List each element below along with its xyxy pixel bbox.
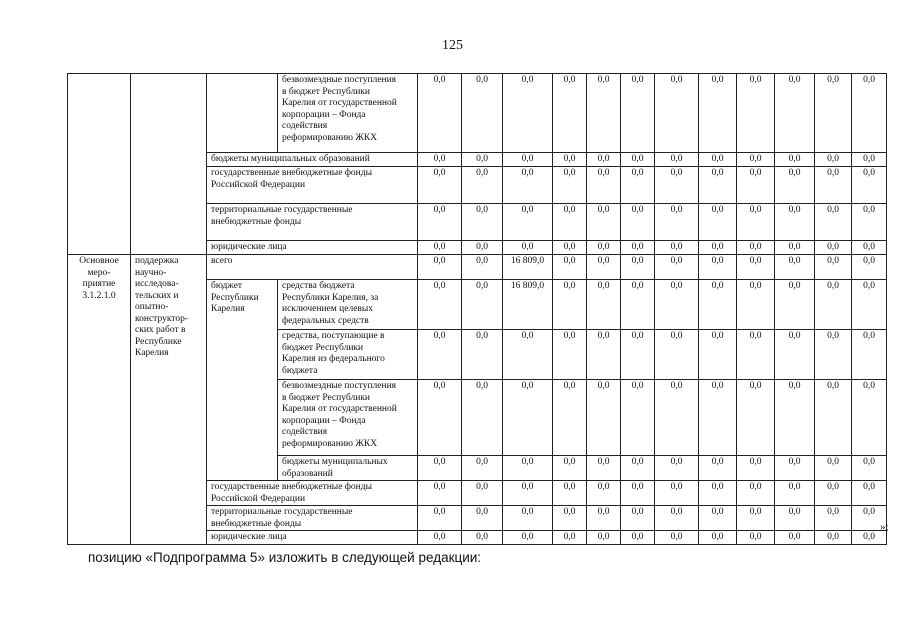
value-cell: 0,0 [462, 456, 503, 481]
value-cell: 0,0 [852, 380, 887, 456]
value-cell: 0,0 [587, 255, 621, 280]
value-cell: 0,0 [737, 280, 775, 330]
value-cell: 0,0 [737, 531, 775, 545]
value-cell: 0,0 [553, 481, 587, 506]
value-cell: 0,0 [418, 241, 462, 255]
table-row [68, 74, 887, 153]
value-cell: 0,0 [655, 167, 699, 204]
source-label: государственные внебюджетные фонды Российской Федерации [207, 481, 418, 506]
value-cell: 0,0 [852, 204, 887, 241]
value-cell: 0,0 [621, 456, 655, 481]
value-cell: 0,0 [587, 330, 621, 380]
value-cell: 0,0 [587, 204, 621, 241]
value-cell: 16 809,0 [503, 255, 553, 280]
source-label: юридические лица [207, 531, 418, 545]
value-cell: 0,0 [699, 380, 737, 456]
value-cell: 0,0 [553, 330, 587, 380]
value-cell: 0,0 [587, 280, 621, 330]
value-cell: 0,0 [655, 380, 699, 456]
value-cell: 0,0 [699, 204, 737, 241]
value-cell: 0,0 [699, 456, 737, 481]
value-cell: 0,0 [418, 506, 462, 531]
value-cell: 0,0 [655, 153, 699, 167]
value-cell: 0,0 [418, 167, 462, 204]
value-cell: 0,0 [553, 506, 587, 531]
value-cell: 0,0 [699, 531, 737, 545]
table-row [68, 255, 887, 280]
value-cell: 0,0 [655, 255, 699, 280]
value-cell: 0,0 [699, 167, 737, 204]
value-cell: 0,0 [699, 74, 737, 153]
closing-quote: »; [880, 521, 889, 533]
value-cell: 0,0 [503, 74, 553, 153]
value-cell: 0,0 [852, 74, 887, 153]
value-cell: 0,0 [775, 380, 815, 456]
value-cell: 0,0 [699, 330, 737, 380]
value-cell: 0,0 [503, 481, 553, 506]
value-cell: 0,0 [775, 506, 815, 531]
source-label: безвозмездные поступления в бюджет Республики Карелия от государственной корпорации – Фонда содействия реформированию ЖКХ [278, 74, 418, 153]
value-cell: 0,0 [462, 204, 503, 241]
value-cell: 0,0 [737, 330, 775, 380]
value-cell: 0,0 [462, 280, 503, 330]
value-cell: 0,0 [553, 241, 587, 255]
value-cell: 0,0 [587, 380, 621, 456]
value-cell: 0,0 [852, 456, 887, 481]
value-cell: 0,0 [775, 167, 815, 204]
source-label: юридические лица [207, 241, 418, 255]
value-cell: 0,0 [815, 74, 852, 153]
value-cell: 0,0 [587, 456, 621, 481]
value-cell: 0,0 [852, 531, 887, 545]
value-cell: 0,0 [621, 380, 655, 456]
value-cell: 0,0 [503, 330, 553, 380]
value-cell: 0,0 [553, 456, 587, 481]
value-cell: 0,0 [775, 280, 815, 330]
value-cell: 0,0 [621, 167, 655, 204]
value-cell: 0,0 [775, 255, 815, 280]
value-cell: 0,0 [621, 330, 655, 380]
value-cell: 0,0 [621, 241, 655, 255]
value-cell: 0,0 [775, 330, 815, 380]
value-cell: 0,0 [775, 153, 815, 167]
value-cell: 0,0 [553, 167, 587, 204]
value-cell: 0,0 [462, 167, 503, 204]
value-cell: 0,0 [503, 531, 553, 545]
value-cell: 0,0 [553, 380, 587, 456]
value-cell: 0,0 [852, 167, 887, 204]
value-cell: 0,0 [587, 531, 621, 545]
value-cell: 0,0 [553, 280, 587, 330]
value-cell: 0,0 [737, 241, 775, 255]
value-cell: 0,0 [418, 280, 462, 330]
source-label: территориальные государственные внебюджетные фонды [207, 204, 418, 241]
value-cell: 0,0 [655, 330, 699, 380]
event-code: Основное меро- приятие 3.1.2.1.0 [68, 255, 131, 545]
value-cell: 0,0 [503, 241, 553, 255]
source-label: средства, поступающие в бюджет Республики Карелия из федерального бюджета [278, 330, 418, 380]
value-cell: 0,0 [553, 255, 587, 280]
value-cell: 0,0 [737, 380, 775, 456]
value-cell: 0,0 [587, 481, 621, 506]
value-cell: 0,0 [699, 506, 737, 531]
value-cell: 0,0 [699, 280, 737, 330]
event-name-cell [131, 74, 207, 255]
value-cell: 0,0 [503, 204, 553, 241]
value-cell: 0,0 [553, 153, 587, 167]
total-label: всего [207, 255, 418, 280]
value-cell: 0,0 [699, 481, 737, 506]
value-cell: 0,0 [621, 280, 655, 330]
value-cell: 0,0 [418, 255, 462, 280]
value-cell: 0,0 [462, 330, 503, 380]
value-cell: 0,0 [815, 330, 852, 380]
source-label: государственные внебюджетные фонды Российской Федерации [207, 167, 418, 204]
budget-table [67, 73, 887, 545]
value-cell: 16 809,0 [503, 280, 553, 330]
value-cell: 0,0 [815, 531, 852, 545]
value-cell: 0,0 [655, 506, 699, 531]
value-cell: 0,0 [621, 531, 655, 545]
value-cell: 0,0 [815, 241, 852, 255]
value-cell: 0,0 [775, 204, 815, 241]
value-cell: 0,0 [815, 167, 852, 204]
value-cell: 0,0 [553, 204, 587, 241]
value-cell: 0,0 [655, 481, 699, 506]
value-cell: 0,0 [655, 204, 699, 241]
source-label: бюджеты муниципальных образований [207, 153, 418, 167]
value-cell: 0,0 [655, 456, 699, 481]
value-cell: 0,0 [775, 456, 815, 481]
source-label: безвозмездные поступления в бюджет Республики Карелия от государственной корпорации – Фонда содействия реформированию ЖКХ [278, 380, 418, 456]
value-cell: 0,0 [587, 506, 621, 531]
section-cell [207, 74, 278, 153]
value-cell: 0,0 [503, 456, 553, 481]
value-cell: 0,0 [418, 456, 462, 481]
budget-rk-label: бюджет Республики Карелия [207, 280, 278, 481]
value-cell: 0,0 [462, 506, 503, 531]
value-cell: 0,0 [737, 456, 775, 481]
value-cell: 0,0 [655, 531, 699, 545]
value-cell: 0,0 [418, 330, 462, 380]
value-cell: 0,0 [699, 241, 737, 255]
value-cell: 0,0 [462, 481, 503, 506]
event-code-cell [68, 74, 131, 255]
value-cell: 0,0 [775, 531, 815, 545]
value-cell: 0,0 [621, 74, 655, 153]
value-cell: 0,0 [737, 204, 775, 241]
value-cell: 0,0 [587, 241, 621, 255]
value-cell: 0,0 [621, 204, 655, 241]
value-cell: 0,0 [737, 506, 775, 531]
value-cell: 0,0 [737, 481, 775, 506]
value-cell: 0,0 [621, 506, 655, 531]
value-cell: 0,0 [815, 481, 852, 506]
value-cell: 0,0 [699, 255, 737, 280]
value-cell: 0,0 [815, 380, 852, 456]
value-cell: 0,0 [655, 280, 699, 330]
value-cell: 0,0 [587, 74, 621, 153]
source-label: средства бюджета Республики Карелия, за исключением целевых федеральных средств [278, 280, 418, 330]
value-cell: 0,0 [503, 380, 553, 456]
value-cell: 0,0 [815, 506, 852, 531]
value-cell: 0,0 [621, 255, 655, 280]
source-label: бюджеты муниципальных образований [278, 456, 418, 481]
value-cell: 0,0 [737, 74, 775, 153]
page-number: 125 [442, 38, 463, 53]
value-cell: 0,0 [462, 74, 503, 153]
value-cell: 0,0 [775, 481, 815, 506]
value-cell: 0,0 [462, 531, 503, 545]
value-cell: 0,0 [852, 330, 887, 380]
value-cell: 0,0 [852, 506, 887, 531]
value-cell: 0,0 [737, 167, 775, 204]
value-cell: 0,0 [462, 153, 503, 167]
value-cell: 0,0 [775, 241, 815, 255]
value-cell: 0,0 [418, 204, 462, 241]
value-cell: 0,0 [852, 153, 887, 167]
value-cell: 0,0 [503, 153, 553, 167]
value-cell: 0,0 [418, 74, 462, 153]
value-cell: 0,0 [775, 74, 815, 153]
value-cell: 0,0 [852, 481, 887, 506]
value-cell: 0,0 [587, 153, 621, 167]
value-cell: 0,0 [418, 153, 462, 167]
value-cell: 0,0 [699, 153, 737, 167]
value-cell: 0,0 [462, 255, 503, 280]
value-cell: 0,0 [815, 153, 852, 167]
value-cell: 0,0 [587, 167, 621, 204]
value-cell: 0,0 [418, 380, 462, 456]
value-cell: 0,0 [553, 74, 587, 153]
value-cell: 0,0 [503, 167, 553, 204]
value-cell: 0,0 [815, 280, 852, 330]
value-cell: 0,0 [852, 241, 887, 255]
value-cell: 0,0 [621, 153, 655, 167]
source-label: территориальные государственные внебюджетные фонды [207, 506, 418, 531]
value-cell: 0,0 [418, 531, 462, 545]
value-cell: 0,0 [815, 255, 852, 280]
value-cell: 0,0 [553, 531, 587, 545]
value-cell: 0,0 [418, 481, 462, 506]
value-cell: 0,0 [852, 255, 887, 280]
value-cell: 0,0 [655, 74, 699, 153]
value-cell: 0,0 [852, 280, 887, 330]
value-cell: 0,0 [462, 380, 503, 456]
instruction-text: позицию «Подпрограмма 5» изложить в следующей редакции: [88, 550, 482, 565]
event-name: поддержка научно- исследова- тельских и опытно- конструктор- ских работ в Республике Карелия [131, 255, 207, 545]
value-cell: 0,0 [621, 481, 655, 506]
value-cell: 0,0 [815, 204, 852, 241]
value-cell: 0,0 [737, 153, 775, 167]
value-cell: 0,0 [655, 241, 699, 255]
value-cell: 0,0 [815, 456, 852, 481]
value-cell: 0,0 [462, 241, 503, 255]
value-cell: 0,0 [737, 255, 775, 280]
value-cell: 0,0 [503, 506, 553, 531]
